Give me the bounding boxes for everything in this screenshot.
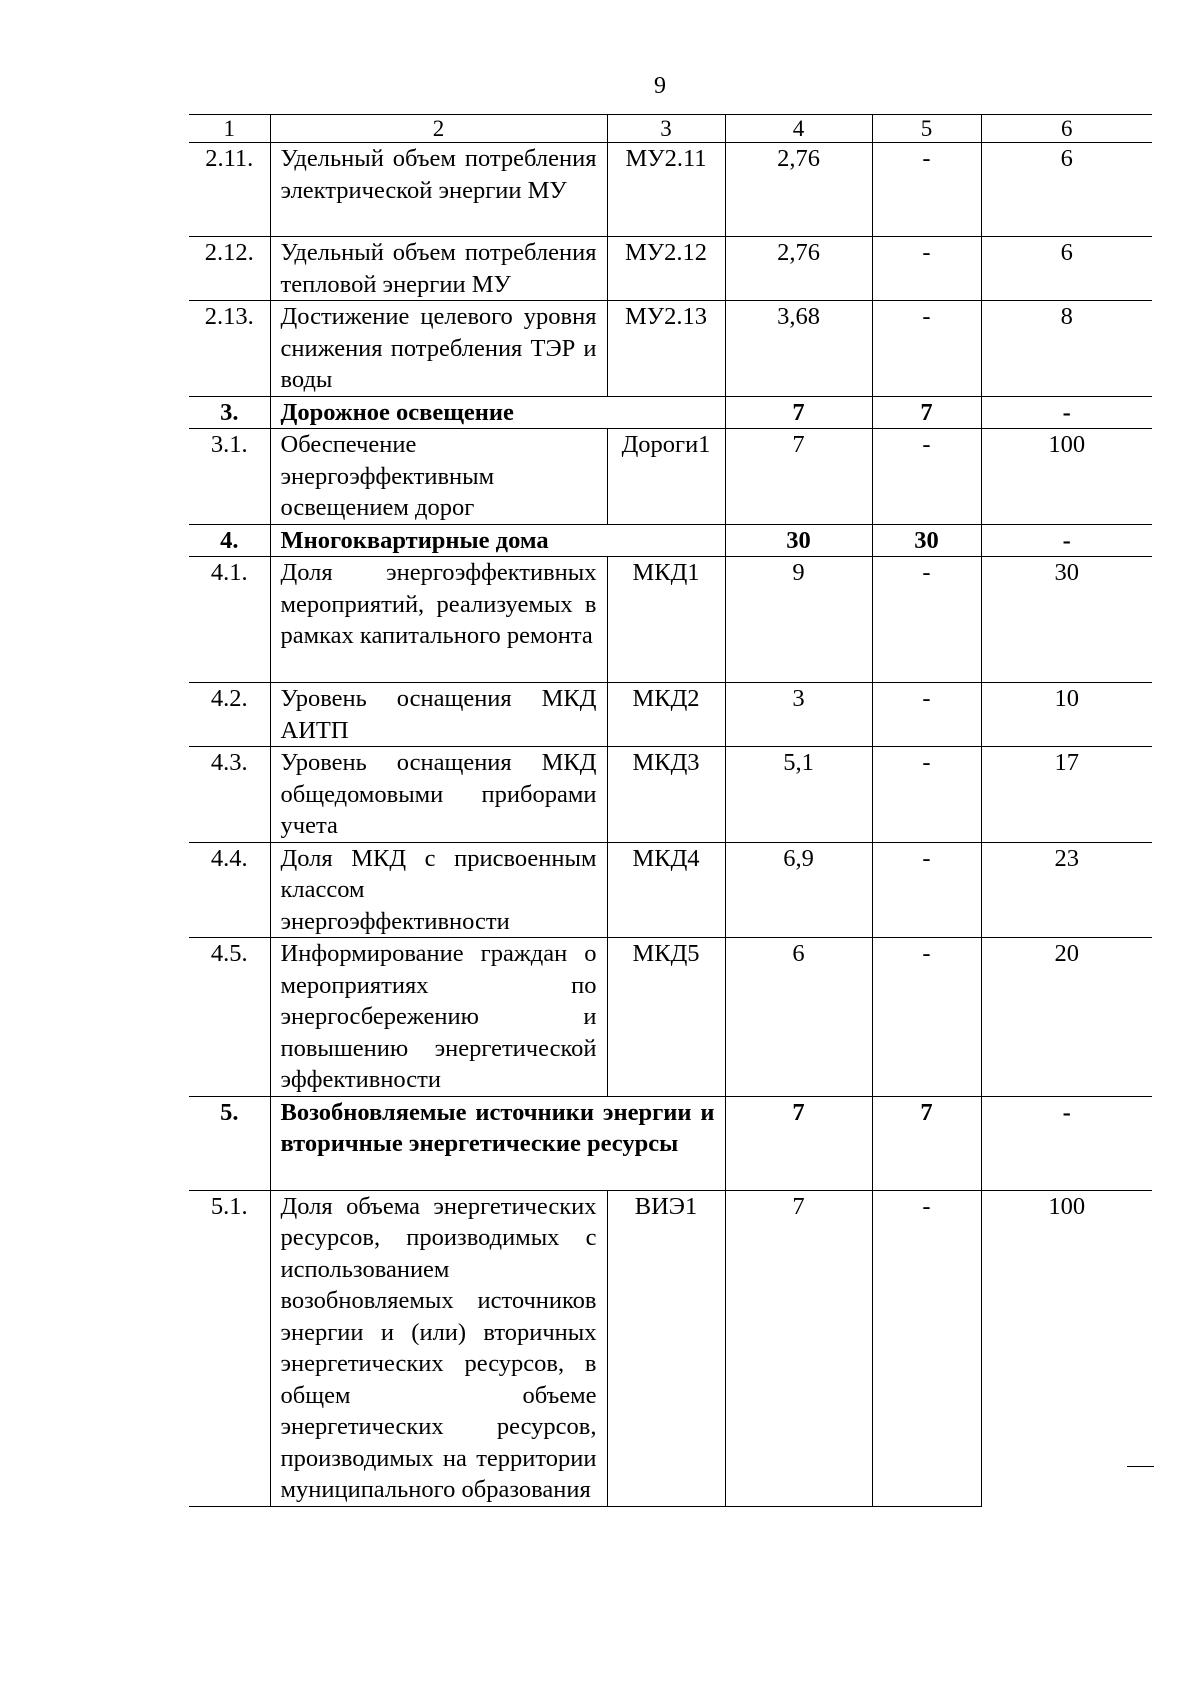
indicator-name: Обеспечение энергоэффективным освещением дорог bbox=[270, 429, 607, 525]
indicator-name: Уровень оснащения МКД АИТП bbox=[270, 683, 607, 747]
value-col6: 6 bbox=[981, 237, 1152, 301]
table-row bbox=[189, 557, 1152, 683]
header-cell: 5 bbox=[872, 115, 981, 143]
value-col4: 6 bbox=[725, 938, 872, 1097]
row-number: 2.11. bbox=[189, 143, 270, 237]
row-number: 4.1. bbox=[189, 557, 270, 683]
value-col5: - bbox=[872, 143, 981, 237]
table-body bbox=[189, 115, 1152, 1507]
indicator-code: МКД1 bbox=[607, 557, 725, 683]
value-col4: 7 bbox=[725, 1096, 872, 1190]
indicator-name: Удельный объем потребления тепловой энергии МУ bbox=[270, 237, 607, 301]
row-number: 2.12. bbox=[189, 237, 270, 301]
indicator-name: Доля объема энергетических ресурсов, производимых с использованием возобновляемых источников энергии и (или) вторичных энергетических ресурсов, в общем объеме энергетических ресурсов, производимых на территории муниципального образования bbox=[270, 1190, 607, 1506]
section-row bbox=[189, 524, 1152, 557]
section-title: Возобновляемые источники энергии и вторичные энергетические ресурсы bbox=[270, 1096, 725, 1190]
value-col5: 7 bbox=[872, 396, 981, 429]
value-col6: 20 bbox=[981, 938, 1152, 1097]
indicator-name: Информирование граждан о мероприятиях по энергосбережению и повышению энергетической эффективности bbox=[270, 938, 607, 1097]
value-col4: 3,68 bbox=[725, 301, 872, 397]
value-col6: 100 bbox=[981, 429, 1152, 525]
section-title: Дорожное освещение bbox=[270, 396, 725, 429]
row-number: 3. bbox=[189, 396, 270, 429]
value-col6: - bbox=[981, 396, 1152, 429]
value-col4: 2,76 bbox=[725, 237, 872, 301]
value-col4: 2,76 bbox=[725, 143, 872, 237]
header-cell: 2 bbox=[270, 115, 607, 143]
value-col6: 17 bbox=[981, 747, 1152, 843]
value-col5: 30 bbox=[872, 524, 981, 557]
page-number: 9 bbox=[654, 73, 666, 99]
value-col5: 7 bbox=[872, 1096, 981, 1190]
indicator-name: Достижение целевого уровня снижения потребления ТЭР и воды bbox=[270, 301, 607, 397]
value-col5: - bbox=[872, 301, 981, 397]
row-number: 4.2. bbox=[189, 683, 270, 747]
indicator-name: Доля МКД с присвоенным классом энергоэффективности bbox=[270, 842, 607, 938]
value-col6: - bbox=[981, 1096, 1152, 1190]
value-col4: 9 bbox=[725, 557, 872, 683]
value-col4: 5,1 bbox=[725, 747, 872, 843]
value-col4: 7 bbox=[725, 429, 872, 525]
value-col6: 23 bbox=[981, 842, 1152, 938]
row-number: 4.5. bbox=[189, 938, 270, 1097]
value-col4: 3 bbox=[725, 683, 872, 747]
section-row bbox=[189, 396, 1152, 429]
indicator-name: Удельный объем потребления электрической энергии МУ bbox=[270, 143, 607, 237]
header-cell: 1 bbox=[189, 115, 270, 143]
value-col6: - bbox=[981, 524, 1152, 557]
value-col6: 100 bbox=[981, 1190, 1152, 1506]
indicator-name: Доля энергоэффективных мероприятий, реализуемых в рамках капитального ремонта bbox=[270, 557, 607, 683]
row-number: 4.4. bbox=[189, 842, 270, 938]
row-number: 3.1. bbox=[189, 429, 270, 525]
indicator-code: ВИЭ1 bbox=[607, 1190, 725, 1506]
table-row bbox=[189, 429, 1152, 525]
table-row bbox=[189, 683, 1152, 747]
row-number: 5.1. bbox=[189, 1190, 270, 1506]
table-row bbox=[189, 747, 1152, 843]
indicator-code: МУ2.13 bbox=[607, 301, 725, 397]
value-col5: - bbox=[872, 683, 981, 747]
row-number: 4. bbox=[189, 524, 270, 557]
value-col5: - bbox=[872, 429, 981, 525]
indicator-code: МКД5 bbox=[607, 938, 725, 1097]
table-row bbox=[189, 1190, 1152, 1506]
header-cell: 4 bbox=[725, 115, 872, 143]
indicators-table bbox=[189, 114, 1152, 1507]
value-col6: 8 bbox=[981, 301, 1152, 397]
value-col4: 7 bbox=[725, 396, 872, 429]
value-col4: 6,9 bbox=[725, 842, 872, 938]
row-number: 4.3. bbox=[189, 747, 270, 843]
table-row bbox=[189, 237, 1152, 301]
section-row bbox=[189, 1096, 1152, 1190]
value-col6: 10 bbox=[981, 683, 1152, 747]
indicator-code: МКД2 bbox=[607, 683, 725, 747]
row-number: 5. bbox=[189, 1096, 270, 1190]
table-bottom-rule bbox=[1127, 1466, 1154, 1467]
value-col6: 6 bbox=[981, 143, 1152, 237]
indicator-code: Дороги1 bbox=[607, 429, 725, 525]
indicator-code: МКД4 bbox=[607, 842, 725, 938]
value-col6: 30 bbox=[981, 557, 1152, 683]
indicator-code: МКД3 bbox=[607, 747, 725, 843]
value-col5: - bbox=[872, 938, 981, 1097]
table-row bbox=[189, 301, 1152, 397]
table-row bbox=[189, 143, 1152, 237]
table-row bbox=[189, 842, 1152, 938]
indicator-code: МУ2.12 bbox=[607, 237, 725, 301]
value-col5: - bbox=[872, 1190, 981, 1506]
header-row bbox=[189, 115, 1152, 143]
value-col5: - bbox=[872, 842, 981, 938]
section-title: Многоквартирные дома bbox=[270, 524, 725, 557]
value-col5: - bbox=[872, 747, 981, 843]
indicator-code: МУ2.11 bbox=[607, 143, 725, 237]
row-number: 2.13. bbox=[189, 301, 270, 397]
value-col5: - bbox=[872, 557, 981, 683]
header-cell: 6 bbox=[981, 115, 1152, 143]
value-col4: 30 bbox=[725, 524, 872, 557]
table-row bbox=[189, 938, 1152, 1097]
value-col4: 7 bbox=[725, 1190, 872, 1506]
indicator-name: Уровень оснащения МКД общедомовыми приборами учета bbox=[270, 747, 607, 843]
value-col5: - bbox=[872, 237, 981, 301]
header-cell: 3 bbox=[607, 115, 725, 143]
